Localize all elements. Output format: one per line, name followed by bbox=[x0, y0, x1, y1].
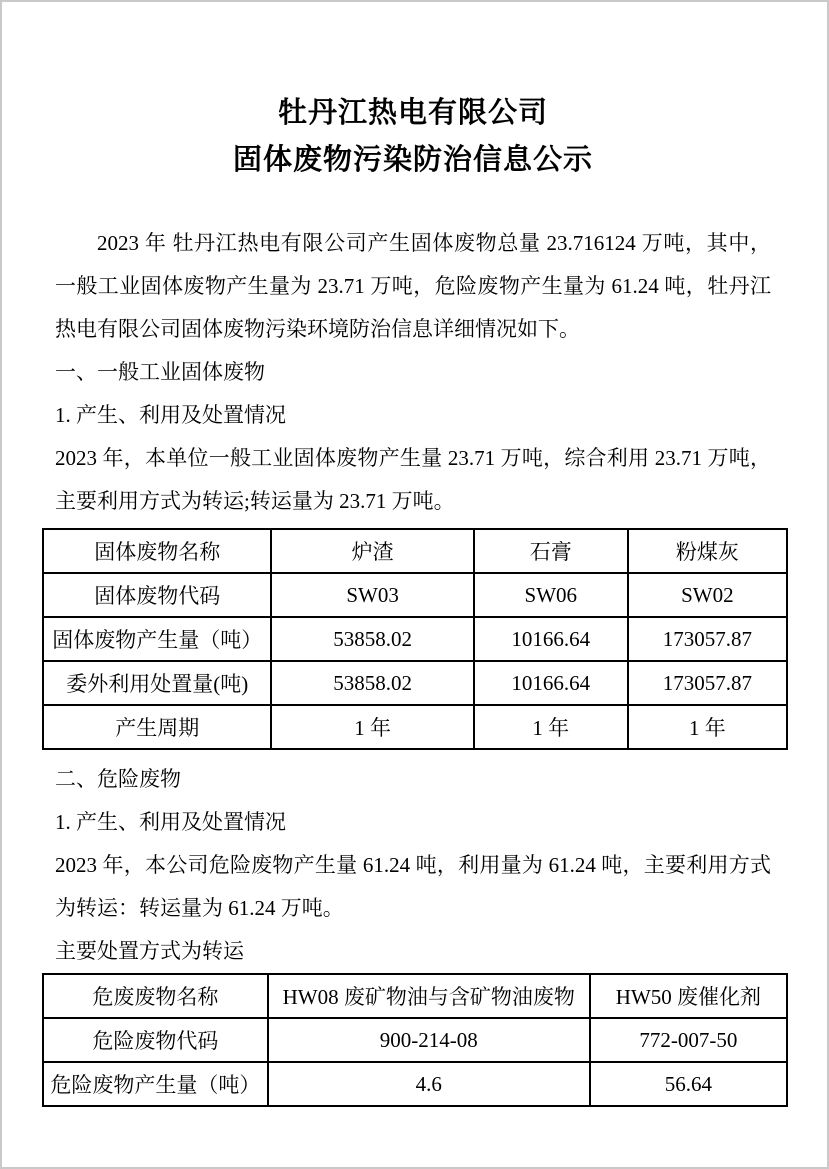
table-cell: 53858.02 bbox=[271, 617, 473, 661]
table-cell: 10166.64 bbox=[474, 661, 628, 705]
section1-paragraph: 2023 年，本单位一般工业固体废物产生量 23.71 万吨，综合利用 23.71 万吨，主要利用方式为转运;转运量为 23.71 万吨。 bbox=[55, 446, 771, 513]
hazardous-waste-table bbox=[42, 973, 788, 1107]
table-cell: 危废废物名称 bbox=[43, 974, 268, 1018]
table-row bbox=[43, 705, 787, 749]
table-cell: 危险废物产生量（吨） bbox=[43, 1062, 268, 1106]
section1-heading: 一、一般工业固体废物 bbox=[55, 360, 265, 384]
table-cell: 石膏 bbox=[474, 529, 628, 573]
table-cell: 173057.87 bbox=[628, 617, 787, 661]
table-cell: 1 年 bbox=[474, 705, 628, 749]
title-line-company: 牡丹江热电有限公司 bbox=[277, 97, 548, 129]
table-cell: 固体废物代码 bbox=[43, 573, 271, 617]
table-row bbox=[43, 617, 787, 661]
table-row bbox=[43, 1018, 787, 1062]
section2-heading: 二、危险废物 bbox=[55, 767, 181, 791]
table-cell: 1 年 bbox=[628, 705, 787, 749]
table-row bbox=[43, 1062, 787, 1106]
table-cell: 危险废物代码 bbox=[43, 1018, 268, 1062]
table-cell: HW08 废矿物油与含矿物油废物 bbox=[268, 974, 590, 1018]
table-cell: SW06 bbox=[474, 573, 628, 617]
table-cell: 56.64 bbox=[590, 1062, 787, 1106]
table-cell: 53858.02 bbox=[271, 661, 473, 705]
table-cell: SW02 bbox=[628, 573, 787, 617]
section1-subheading: 1. 产生、利用及处置情况 bbox=[55, 403, 286, 427]
table-row bbox=[43, 661, 787, 705]
table-cell: 10166.64 bbox=[474, 617, 628, 661]
title-line-subject: 固体废物污染防治信息公示 bbox=[232, 144, 593, 176]
table-cell: 委外利用处置量(吨) bbox=[43, 661, 271, 705]
section2-paragraph: 2023 年，本公司危险废物产生量 61.24 吨，利用量为 61.24 吨，主要利用方式为转运：转运量为 61.24 万吨。 bbox=[55, 853, 771, 920]
table-cell: 炉渣 bbox=[271, 529, 473, 573]
table-cell: 固体废物名称 bbox=[43, 529, 271, 573]
table-cell: 173057.87 bbox=[628, 661, 787, 705]
table-cell: 4.6 bbox=[268, 1062, 590, 1106]
table-row bbox=[43, 974, 787, 1018]
table-cell: 产生周期 bbox=[43, 705, 271, 749]
table-row bbox=[43, 529, 787, 573]
table-cell: SW03 bbox=[271, 573, 473, 617]
section2-subheading: 1. 产生、利用及处置情况 bbox=[55, 810, 286, 834]
intro-paragraph: 2023 年 牡丹江热电有限公司产生固体废物总量 23.716124 万吨，其中，一般工业固体废物产生量为 23.71 万吨，危险废物产生量为 61.24 吨，牡丹江热电有限公司固体废物污染环境防治信息详细情况如下。 bbox=[55, 231, 771, 341]
section2-note: 主要处置方式为转运 bbox=[55, 939, 244, 963]
document-title bbox=[42, 90, 784, 184]
table-cell: 1 年 bbox=[271, 705, 473, 749]
table-cell: 772-007-50 bbox=[590, 1018, 787, 1062]
table-cell: HW50 废催化剂 bbox=[590, 974, 787, 1018]
table-cell: 900-214-08 bbox=[268, 1018, 590, 1062]
table-row bbox=[43, 573, 787, 617]
general-industrial-waste-table bbox=[42, 528, 788, 750]
table-cell: 固体废物产生量（吨） bbox=[43, 617, 271, 661]
table-cell: 粉煤灰 bbox=[628, 529, 787, 573]
